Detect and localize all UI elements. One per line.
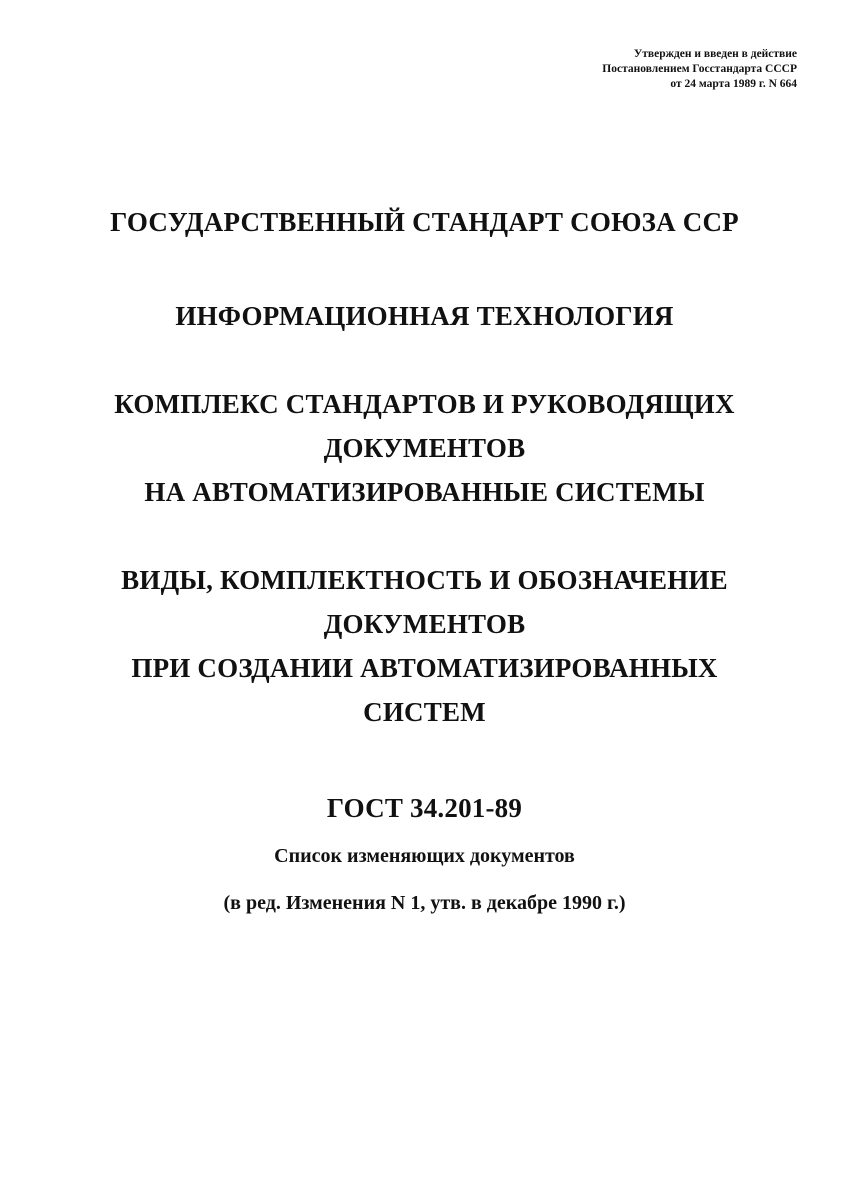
changes-heading: Список изменяющих документов [274, 845, 575, 867]
complex-heading-line: ДОКУМЕНТОВ [323, 433, 526, 463]
gost-number: ГОСТ 34.201-89 [326, 793, 523, 823]
subject-heading-line: СИСТЕМ [363, 697, 486, 727]
complex-heading-line: КОМПЛЕКС СТАНДАРТОВ И РУКОВОДЯЩИХ [114, 389, 735, 419]
subject-heading-line: ДОКУМЕНТОВ [323, 609, 526, 639]
subject-heading-line: ПРИ СОЗДАНИИ АВТОМАТИЗИРОВАННЫХ [131, 653, 718, 683]
changes-edition: (в ред. Изменения N 1, утв. в декабре 1990 г.) [223, 892, 626, 914]
complex-heading-line: НА АВТОМАТИЗИРОВАННЫЕ СИСТЕМЫ [144, 477, 705, 507]
subject-heading-line: ВИДЫ, КОМПЛЕКТНОСТЬ И ОБОЗНАЧЕНИЕ [121, 565, 728, 595]
it-heading: ИНФОРМАЦИОННАЯ ТЕХНОЛОГИЯ [175, 301, 674, 331]
approval-note [602, 47, 797, 92]
approval-line: Утвержден и введен в действие [633, 48, 797, 60]
approval-line: Постановлением Госстандарта СССР [602, 63, 797, 75]
approval-line: от 24 марта 1989 г. N 664 [670, 78, 797, 90]
state-standard-heading: ГОСУДАРСТВЕННЫЙ СТАНДАРТ СОЮЗА ССР [110, 207, 739, 237]
